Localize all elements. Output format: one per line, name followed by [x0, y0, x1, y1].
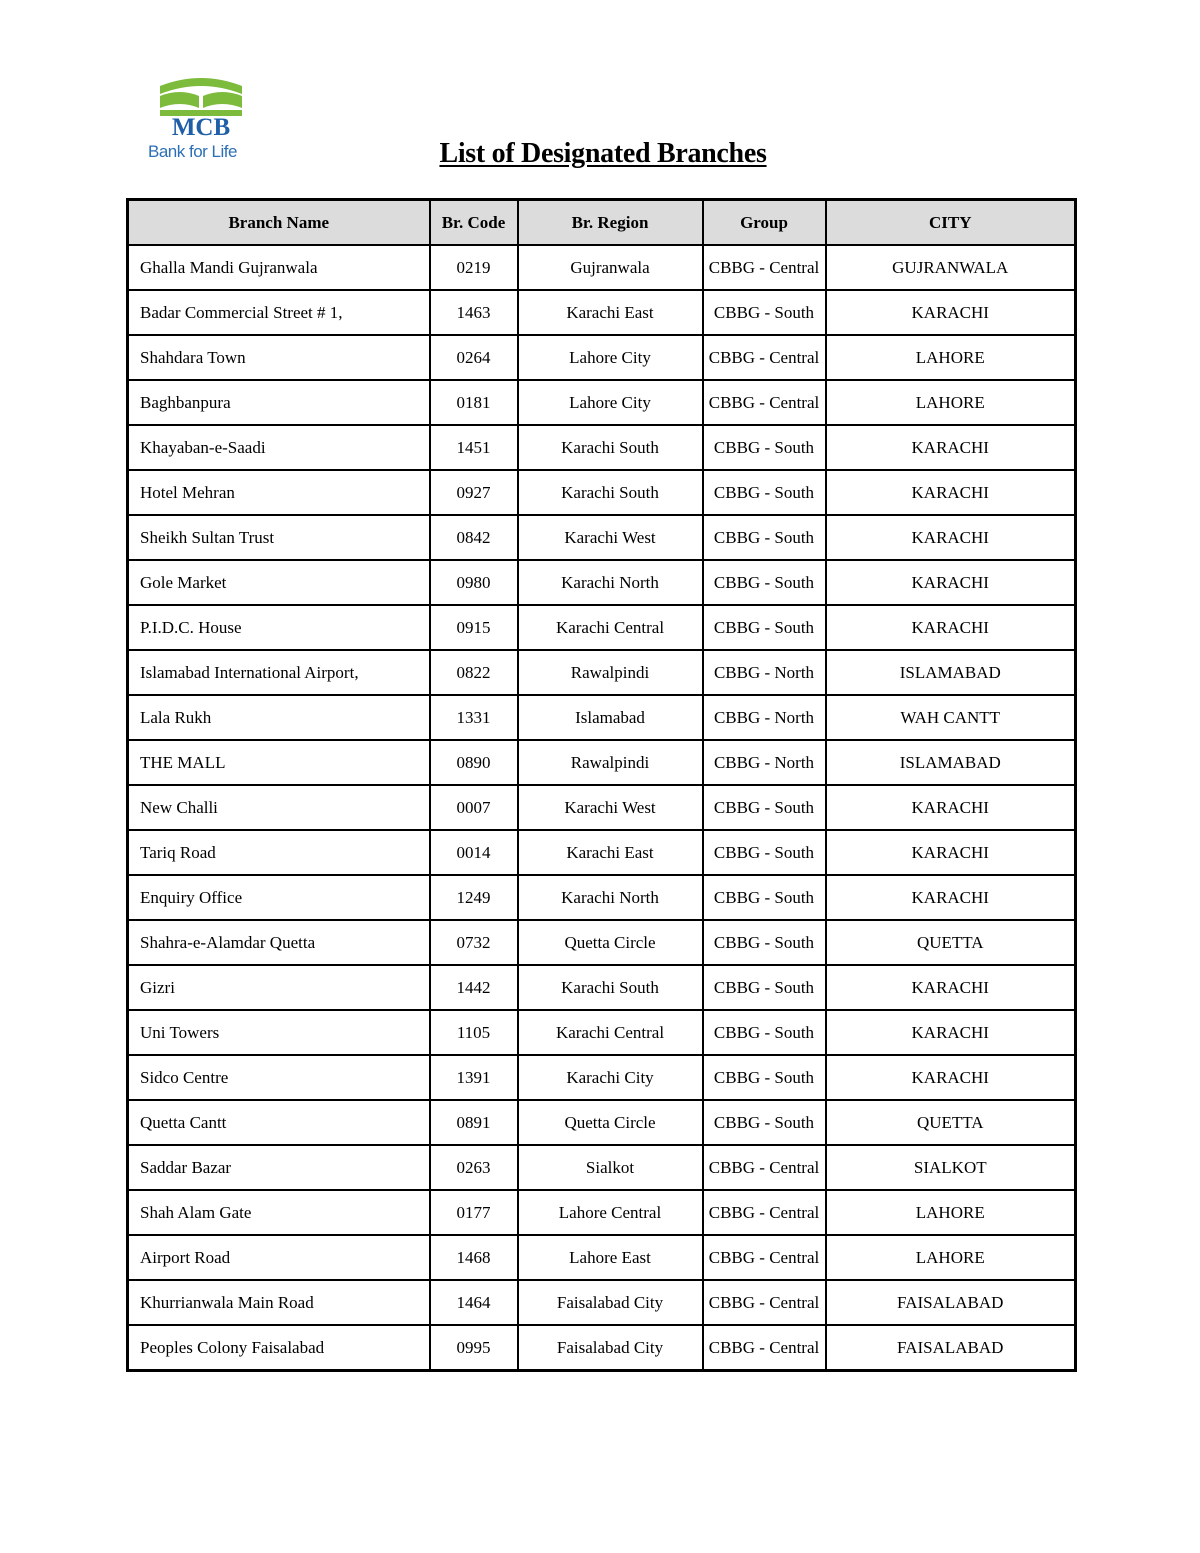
- cell-branch-name: Khayaban-e-Saadi: [128, 425, 430, 470]
- table-row: [128, 605, 1076, 650]
- cell-branch-name: Shah Alam Gate: [128, 1190, 430, 1235]
- cell-group: CBBG - Central: [703, 380, 826, 425]
- header-br-code: Br. Code: [430, 200, 518, 246]
- cell-br-region: Lahore City: [518, 335, 703, 380]
- cell-br-code: 0995: [430, 1325, 518, 1371]
- header-city: CITY: [826, 200, 1076, 246]
- cell-br-code: 0732: [430, 920, 518, 965]
- cell-group: CBBG - South: [703, 920, 826, 965]
- table-header-row: [128, 200, 1076, 246]
- cell-city: FAISALABAD: [826, 1325, 1076, 1371]
- cell-group: CBBG - South: [703, 1055, 826, 1100]
- cell-city: WAH CANTT: [826, 695, 1076, 740]
- cell-br-region: Quetta Circle: [518, 1100, 703, 1145]
- cell-br-region: Gujranwala: [518, 245, 703, 290]
- cell-group: CBBG - South: [703, 785, 826, 830]
- table-row: [128, 830, 1076, 875]
- cell-city: LAHORE: [826, 335, 1076, 380]
- cell-br-region: Karachi South: [518, 965, 703, 1010]
- cell-br-code: 1105: [430, 1010, 518, 1055]
- cell-city: SIALKOT: [826, 1145, 1076, 1190]
- cell-group: CBBG - South: [703, 875, 826, 920]
- cell-group: CBBG - South: [703, 470, 826, 515]
- table-row: [128, 1100, 1076, 1145]
- cell-br-region: Karachi West: [518, 515, 703, 560]
- cell-br-region: Rawalpindi: [518, 740, 703, 785]
- cell-branch-name: P.I.D.C. House: [128, 605, 430, 650]
- logo-tagline: Bank for Life: [148, 142, 237, 161]
- cell-br-code: 0890: [430, 740, 518, 785]
- header-br-region: Br. Region: [518, 200, 703, 246]
- cell-br-region: Karachi City: [518, 1055, 703, 1100]
- cell-city: KARACHI: [826, 470, 1076, 515]
- cell-group: CBBG - South: [703, 965, 826, 1010]
- cell-branch-name: Shahra-e-Alamdar Quetta: [128, 920, 430, 965]
- cell-br-region: Sialkot: [518, 1145, 703, 1190]
- table-row: [128, 965, 1076, 1010]
- cell-city: ISLAMABAD: [826, 740, 1076, 785]
- header-branch-name: Branch Name: [128, 200, 430, 246]
- cell-br-code: 1468: [430, 1235, 518, 1280]
- cell-br-region: Karachi South: [518, 425, 703, 470]
- cell-br-region: Quetta Circle: [518, 920, 703, 965]
- cell-branch-name: Islamabad International Airport,: [128, 650, 430, 695]
- cell-city: KARACHI: [826, 785, 1076, 830]
- cell-branch-name: New Challi: [128, 785, 430, 830]
- cell-branch-name: Lala Rukh: [128, 695, 430, 740]
- cell-br-code: 0842: [430, 515, 518, 560]
- cell-br-region: Karachi North: [518, 875, 703, 920]
- cell-br-region: Karachi Central: [518, 1010, 703, 1055]
- header-group: Group: [703, 200, 826, 246]
- cell-group: CBBG - Central: [703, 1325, 826, 1371]
- cell-br-code: 1442: [430, 965, 518, 1010]
- cell-br-code: 1451: [430, 425, 518, 470]
- cell-branch-name: Badar Commercial Street # 1,: [128, 290, 430, 335]
- cell-branch-name: Ghalla Mandi Gujranwala: [128, 245, 430, 290]
- cell-br-region: Karachi East: [518, 290, 703, 335]
- cell-city: KARACHI: [826, 965, 1076, 1010]
- cell-br-code: 0822: [430, 650, 518, 695]
- cell-group: CBBG - North: [703, 695, 826, 740]
- table-row: [128, 290, 1076, 335]
- table-row: [128, 380, 1076, 425]
- cell-br-code: 0915: [430, 605, 518, 650]
- cell-branch-name: Gole Market: [128, 560, 430, 605]
- cell-br-code: 1463: [430, 290, 518, 335]
- cell-branch-name: Gizri: [128, 965, 430, 1010]
- cell-city: KARACHI: [826, 605, 1076, 650]
- cell-branch-name: Baghbanpura: [128, 380, 430, 425]
- table-row: [128, 515, 1076, 560]
- cell-city: KARACHI: [826, 290, 1076, 335]
- cell-br-code: 0014: [430, 830, 518, 875]
- cell-group: CBBG - South: [703, 515, 826, 560]
- table-row: [128, 425, 1076, 470]
- cell-br-region: Karachi North: [518, 560, 703, 605]
- cell-group: CBBG - South: [703, 1100, 826, 1145]
- table-row: [128, 245, 1076, 290]
- cell-city: KARACHI: [826, 830, 1076, 875]
- cell-group: CBBG - Central: [703, 1145, 826, 1190]
- table-row: [128, 1010, 1076, 1055]
- cell-br-code: 1331: [430, 695, 518, 740]
- cell-city: KARACHI: [826, 515, 1076, 560]
- cell-br-region: Karachi West: [518, 785, 703, 830]
- cell-branch-name: Enquiry Office: [128, 875, 430, 920]
- cell-city: QUETTA: [826, 1100, 1076, 1145]
- cell-branch-name: Quetta Cantt: [128, 1100, 430, 1145]
- cell-branch-name: Khurrianwala Main Road: [128, 1280, 430, 1325]
- cell-city: LAHORE: [826, 1235, 1076, 1280]
- cell-branch-name: Uni Towers: [128, 1010, 430, 1055]
- cell-branch-name: Sheikh Sultan Trust: [128, 515, 430, 560]
- cell-br-code: 0891: [430, 1100, 518, 1145]
- cell-city: ISLAMABAD: [826, 650, 1076, 695]
- table-row: [128, 920, 1076, 965]
- cell-group: CBBG - Central: [703, 1190, 826, 1235]
- table-row: [128, 1055, 1076, 1100]
- cell-city: LAHORE: [826, 380, 1076, 425]
- table-row: [128, 1325, 1076, 1371]
- cell-br-region: Lahore Central: [518, 1190, 703, 1235]
- cell-br-region: Islamabad: [518, 695, 703, 740]
- cell-city: QUETTA: [826, 920, 1076, 965]
- cell-branch-name: Hotel Mehran: [128, 470, 430, 515]
- cell-group: CBBG - South: [703, 290, 826, 335]
- cell-br-code: 0219: [430, 245, 518, 290]
- cell-br-region: Karachi East: [518, 830, 703, 875]
- cell-br-code: 0177: [430, 1190, 518, 1235]
- cell-city: KARACHI: [826, 875, 1076, 920]
- cell-br-region: Faisalabad City: [518, 1280, 703, 1325]
- cell-br-code: 0264: [430, 335, 518, 380]
- cell-city: KARACHI: [826, 425, 1076, 470]
- cell-br-code: 0263: [430, 1145, 518, 1190]
- cell-branch-name: Tariq Road: [128, 830, 430, 875]
- cell-city: LAHORE: [826, 1190, 1076, 1235]
- table-body: [128, 245, 1076, 1371]
- cell-br-code: 1249: [430, 875, 518, 920]
- cell-city: FAISALABAD: [826, 1280, 1076, 1325]
- table-row: [128, 875, 1076, 920]
- cell-group: CBBG - North: [703, 650, 826, 695]
- table-row: [128, 470, 1076, 515]
- cell-br-region: Karachi South: [518, 470, 703, 515]
- cell-br-region: Lahore City: [518, 380, 703, 425]
- table-row: [128, 785, 1076, 830]
- cell-city: KARACHI: [826, 560, 1076, 605]
- cell-group: CBBG - Central: [703, 1280, 826, 1325]
- table-row: [128, 1280, 1076, 1325]
- cell-group: CBBG - South: [703, 425, 826, 470]
- table-row: [128, 1190, 1076, 1235]
- cell-group: CBBG - South: [703, 605, 826, 650]
- table-row: [128, 1235, 1076, 1280]
- page-title: List of Designated Branches: [439, 138, 767, 169]
- cell-city: KARACHI: [826, 1010, 1076, 1055]
- cell-branch-name: THE MALL: [128, 740, 430, 785]
- logo-wordmark: MCB: [171, 114, 231, 141]
- cell-branch-name: Sidco Centre: [128, 1055, 430, 1100]
- table-row: [128, 650, 1076, 695]
- cell-br-region: Lahore East: [518, 1235, 703, 1280]
- cell-group: CBBG - Central: [703, 1235, 826, 1280]
- cell-group: CBBG - South: [703, 560, 826, 605]
- cell-br-code: 0181: [430, 380, 518, 425]
- cell-br-region: Faisalabad City: [518, 1325, 703, 1371]
- table-row: [128, 695, 1076, 740]
- cell-br-code: 0007: [430, 785, 518, 830]
- cell-br-region: Karachi Central: [518, 605, 703, 650]
- table-row: [128, 1145, 1076, 1190]
- branches-table: [126, 198, 1077, 1372]
- cell-group: CBBG - South: [703, 1010, 826, 1055]
- mcb-logo-icon: [146, 74, 256, 142]
- cell-br-code: 1391: [430, 1055, 518, 1100]
- cell-branch-name: Airport Road: [128, 1235, 430, 1280]
- table-row: [128, 740, 1076, 785]
- cell-br-code: 0927: [430, 470, 518, 515]
- cell-group: CBBG - Central: [703, 245, 826, 290]
- cell-br-region: Rawalpindi: [518, 650, 703, 695]
- cell-br-code: 1464: [430, 1280, 518, 1325]
- table-row: [128, 560, 1076, 605]
- cell-br-code: 0980: [430, 560, 518, 605]
- cell-group: CBBG - North: [703, 740, 826, 785]
- cell-city: GUJRANWALA: [826, 245, 1076, 290]
- cell-branch-name: Shahdara Town: [128, 335, 430, 380]
- cell-group: CBBG - Central: [703, 335, 826, 380]
- cell-city: KARACHI: [826, 1055, 1076, 1100]
- cell-group: CBBG - South: [703, 830, 826, 875]
- cell-branch-name: Peoples Colony Faisalabad: [128, 1325, 430, 1371]
- cell-branch-name: Saddar Bazar: [128, 1145, 430, 1190]
- table-row: [128, 335, 1076, 380]
